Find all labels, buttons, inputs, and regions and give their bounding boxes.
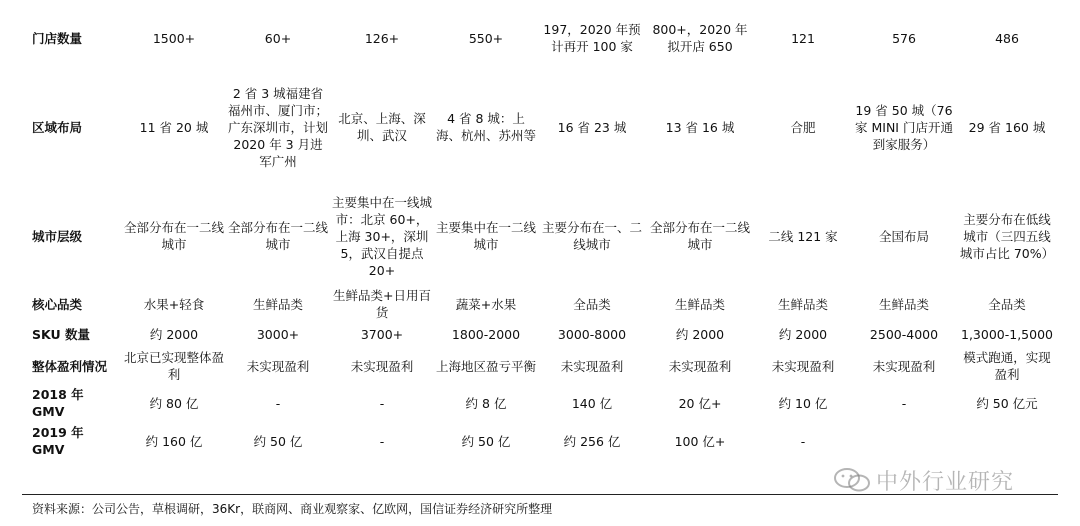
table-cell: 140 亿 — [571, 395, 613, 411]
table-cell: 未实现盈利 — [246, 358, 310, 374]
table-cell: 生鲜品类+日用百货 — [333, 288, 431, 320]
row-header: 2019 年 GMV — [32, 425, 84, 457]
table-cell: 2 省 3 城福建省福州市、厦门市；广东深圳市，计划 2020 年 3 月进军广州 — [228, 85, 329, 169]
comparison-table — [22, 8, 1058, 462]
table-row — [22, 286, 1058, 322]
watermark-text: 中外行业研究 — [876, 469, 1015, 495]
table-cell: 生鲜品类 — [674, 296, 725, 312]
watermark — [832, 464, 1014, 496]
table-cell: 全品类 — [988, 296, 1026, 312]
row-header: 2018 年 GMV — [32, 387, 84, 419]
table-cell: 1,3000-1,5000 — [961, 326, 1053, 342]
table-cell: 3000-8000 — [557, 326, 627, 342]
table-cell: 1800-2000 — [451, 326, 521, 342]
table-cell: 二线 121 家 — [768, 228, 838, 244]
table-cell: 约 2000 — [149, 326, 199, 342]
table-cell: 2500-4000 — [869, 326, 939, 342]
table-cell: 约 50 亿 — [461, 433, 511, 449]
table-cell: 蔬菜+水果 — [455, 296, 517, 312]
table-cell: 约 80 亿 — [149, 395, 199, 411]
table-cell: 约 2000 — [778, 326, 828, 342]
table-cell — [956, 420, 1058, 462]
table-cell: 1500+ — [152, 30, 196, 46]
table-cell: 北京、上海、深圳、武汉 — [338, 111, 426, 143]
table-cell: 20 亿+ — [678, 395, 722, 411]
table-cell: 合肥 — [790, 119, 816, 135]
table-cell: 576 — [892, 30, 916, 46]
table-cell: 550+ — [468, 30, 504, 46]
table-cell: 生鲜品类 — [252, 296, 303, 312]
table-cell: 29 省 160 城 — [968, 119, 1046, 135]
table-cell: 未实现盈利 — [560, 358, 624, 374]
wechat-icon — [832, 466, 872, 494]
table-cell: 13 省 16 城 — [665, 119, 735, 135]
table-cell: 模式跑通，实现盈利 — [963, 350, 1051, 382]
table-cell: 121 — [791, 30, 815, 46]
row-header: 核心品类 — [32, 296, 83, 312]
table-cell: 主要分布在一、二线城市 — [541, 220, 642, 252]
table-cell: - — [379, 395, 385, 411]
table-row — [22, 322, 1058, 346]
table-row — [22, 420, 1058, 462]
table-cell: 16 省 23 城 — [557, 119, 627, 135]
table-cell: 未实现盈利 — [771, 358, 835, 374]
table-row — [22, 386, 1058, 420]
table-row — [22, 68, 1058, 186]
table-cell: 上海地区盈亏平衡 — [436, 358, 537, 374]
row-header: 整体盈利情况 — [32, 358, 108, 374]
table-cell: 全品类 — [573, 296, 611, 312]
table-cell: 生鲜品类 — [777, 296, 828, 312]
table-cell: 主要集中在一线城市：北京 60+，上海 30+，深圳 5，武汉自提点 20+ — [332, 194, 433, 278]
table-body — [22, 8, 1058, 462]
source-note: 资料来源：公司公告，草根调研，36Kr，联商网、商业观察家、亿欧网，国信证券经济研究所整理 — [32, 502, 553, 516]
table-cell: 约 50 亿元 — [976, 395, 1038, 411]
table-cell: 约 2000 — [675, 326, 725, 342]
table-cell: 全部分布在一二线城市 — [228, 220, 329, 252]
table-cell: 未实现盈利 — [350, 358, 414, 374]
table-cell: 水果+轻食 — [143, 296, 205, 312]
table-cell: 4 省 8 城：上海、杭州、苏州等 — [436, 111, 537, 143]
table-row — [22, 8, 1058, 68]
table-row — [22, 346, 1058, 386]
table-cell: - — [901, 395, 907, 411]
table-cell: 主要分布在低线城市（三四五线城市占比 70%） — [959, 211, 1055, 261]
table-cell: - — [379, 433, 385, 449]
table-cell: 126+ — [364, 30, 400, 46]
table-cell: 生鲜品类 — [878, 296, 929, 312]
table-cell: 19 省 50 城（76 家 MINI 门店开通到家服务） — [855, 102, 953, 152]
table-cell: 486 — [995, 30, 1019, 46]
row-header: 区域布局 — [32, 119, 83, 135]
table-cell: 197，2020 年预计再开 100 家 — [543, 22, 641, 54]
row-header: SKU 数量 — [32, 326, 90, 342]
table-cell: 未实现盈利 — [872, 358, 936, 374]
table-row — [22, 186, 1058, 286]
table-cell: - — [275, 395, 281, 411]
table-cell: 800+，2020 年拟开店 650 — [652, 22, 748, 54]
table-cell: 3000+ — [256, 326, 300, 342]
table-cell: 约 10 亿 — [778, 395, 828, 411]
table-cell: 100 亿+ — [674, 433, 726, 449]
table-cell: 全部分布在一二线城市 — [124, 220, 225, 252]
table-cell — [852, 420, 956, 462]
table-cell: 60+ — [264, 30, 292, 46]
table-cell: 11 省 20 城 — [139, 119, 209, 135]
table-cell: 全国布局 — [878, 228, 929, 244]
row-header: 门店数量 — [32, 30, 83, 46]
table-cell: 3700+ — [360, 326, 404, 342]
table-cell: - — [800, 433, 806, 449]
table-cell: 北京已实现整体盈利 — [124, 350, 225, 382]
divider — [22, 494, 1058, 495]
table-cell: 未实现盈利 — [668, 358, 732, 374]
table-cell: 约 160 亿 — [145, 433, 203, 449]
table-cell: 主要集中在一二线城市 — [436, 220, 537, 252]
table-cell: 约 256 亿 — [563, 433, 621, 449]
table-cell: 约 8 亿 — [465, 395, 507, 411]
row-header: 城市层级 — [32, 228, 83, 244]
table-cell: 全部分布在一二线城市 — [649, 220, 750, 252]
table-cell: 约 50 亿 — [253, 433, 303, 449]
